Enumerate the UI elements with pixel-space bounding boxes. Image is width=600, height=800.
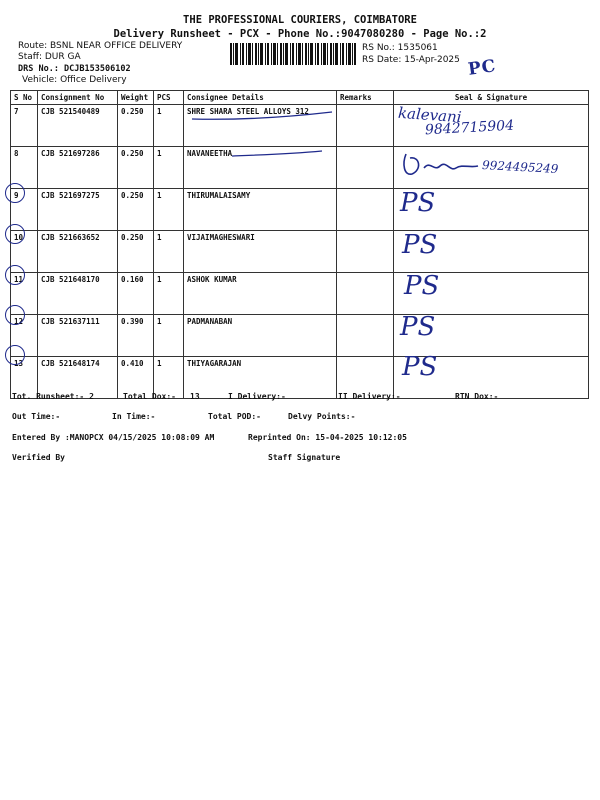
cell-remarks [337, 315, 394, 357]
cell-sno: 8 [11, 147, 38, 189]
ps-initials: PS [400, 188, 436, 218]
cell-weight: 0.250 [118, 189, 154, 231]
company-name: THE PROFESSIONAL COURIERS, COIMBATORE [183, 14, 417, 26]
cell-consignment: CJB 521540489 [38, 105, 118, 147]
cell-pcs: 1 [154, 315, 184, 357]
cell-weight: 0.390 [118, 315, 154, 357]
cell-sno: 12 [11, 315, 38, 357]
ink-circle [5, 265, 25, 285]
staff-label: Staff: DUR GA [18, 52, 81, 62]
drs-number: DRS No.: DCJB153506102 [18, 64, 131, 74]
delvy-points: Delvy Points:- [288, 412, 356, 421]
cell-weight: 0.410 [118, 357, 154, 399]
cell-pcs: 1 [154, 189, 184, 231]
cell-sno: 9 [11, 189, 38, 231]
rtn-dox: RTN Dox:- [455, 392, 499, 401]
ink-circle [5, 345, 25, 365]
ink-underline [230, 147, 325, 159]
ink-circle [5, 183, 25, 203]
signature-scribble [400, 150, 480, 182]
ink-circle [5, 305, 25, 325]
verified-by: Verified By [12, 453, 65, 462]
cell-remarks [337, 273, 394, 315]
cell-weight: 0.250 [118, 147, 154, 189]
total-runsheet: Tot. Runsheet:- 2 [12, 392, 94, 401]
cell-weight: 0.160 [118, 273, 154, 315]
vehicle-label: Vehicle: Office Delivery [22, 75, 127, 85]
table-header-row [11, 91, 589, 105]
cell-consignee: NAVANEETHA [184, 147, 337, 189]
ps-initials: PS [402, 352, 438, 382]
ink-circle [5, 224, 25, 244]
cell-pcs: 1 [154, 231, 184, 273]
header-signature: Seal & Signature [394, 91, 589, 105]
cell-consignee: PADMANABAN [184, 315, 337, 357]
rs-date: RS Date: 15-Apr-2025 [362, 55, 460, 65]
cell-consignment: CJB 521697286 [38, 147, 118, 189]
total-dox-label: Total Dox:- [123, 392, 176, 401]
header-pcs: PCS [154, 91, 184, 105]
cell-consignment: CJB 521648170 [38, 273, 118, 315]
cell-sno: 13 [11, 357, 38, 399]
entered-by: Entered By :MANOPCX 04/15/2025 10:08:09 AM [12, 433, 215, 442]
cell-sno: 11 [11, 273, 38, 315]
table-row [11, 273, 589, 315]
i-delivery: I Delivery:- [228, 392, 286, 401]
cell-consignment: CJB 521697275 [38, 189, 118, 231]
cell-sno: 10 [11, 231, 38, 273]
cell-weight: 0.250 [118, 105, 154, 147]
reprinted-on: Reprinted On: 15-04-2025 10:12:05 [248, 433, 407, 442]
header-sno: S No [11, 91, 38, 105]
cell-consignee: THIYAGARAJAN [184, 357, 337, 399]
rs-number: RS No.: 1535061 [362, 43, 438, 53]
cell-pcs: 1 [154, 147, 184, 189]
total-dox-value: 13 [190, 392, 200, 401]
cell-consignment: CJB 521648174 [38, 357, 118, 399]
cell-weight: 0.250 [118, 231, 154, 273]
signature-name: kalevani [397, 103, 463, 127]
cell-pcs: 1 [154, 273, 184, 315]
signature-phone: 9924495249 [481, 158, 559, 176]
cell-pcs: 1 [154, 357, 184, 399]
cell-consignee: THIRUMALAISAMY [184, 189, 337, 231]
table-row [11, 357, 589, 399]
header-consignee: Consignee Details [184, 91, 337, 105]
in-time: In Time:- [112, 412, 156, 421]
table-row [11, 189, 589, 231]
cell-remarks [337, 105, 394, 147]
cell-consignee: SHRE SHARA STEEL ALLOYS 312 [184, 105, 337, 147]
cell-sno: 7 [11, 105, 38, 147]
out-time: Out Time:- [12, 412, 61, 421]
table-row [11, 315, 589, 357]
company-stamp [467, 56, 498, 80]
cell-remarks [337, 231, 394, 273]
ps-initials: PS [402, 230, 438, 260]
barcode-image [230, 43, 356, 65]
ii-delivery: II Delivery:- [338, 392, 401, 401]
cell-consignee: VIJAIMAGHESWARI [184, 231, 337, 273]
staff-signature: Staff Signature [268, 453, 341, 462]
header-weight: Weight [118, 91, 154, 105]
delivery-table [10, 90, 589, 399]
runsheet-title: Delivery Runsheet - PCX - Phone No.:9047080280 - Page No.:2 [113, 28, 487, 40]
table-row [11, 231, 589, 273]
cell-consignee: ASHOK KUMAR [184, 273, 337, 315]
signature-phone: 9842715904 [424, 117, 515, 139]
cell-pcs: 1 [154, 105, 184, 147]
cell-consignment: CJB 521637111 [38, 315, 118, 357]
cell-consignment: CJB 521663652 [38, 231, 118, 273]
ink-underline [190, 110, 340, 122]
cell-remarks [337, 147, 394, 189]
cell-remarks [337, 189, 394, 231]
stamp-text: PC [466, 56, 498, 80]
ps-initials: PS [404, 271, 440, 301]
ps-initials: PS [400, 312, 436, 342]
total-pod: Total POD:- [208, 412, 261, 421]
header-remarks: Remarks [337, 91, 394, 105]
route-label: Route: BSNL NEAR OFFICE DELIVERY [18, 41, 183, 51]
header-consignment: Consignment No [38, 91, 118, 105]
